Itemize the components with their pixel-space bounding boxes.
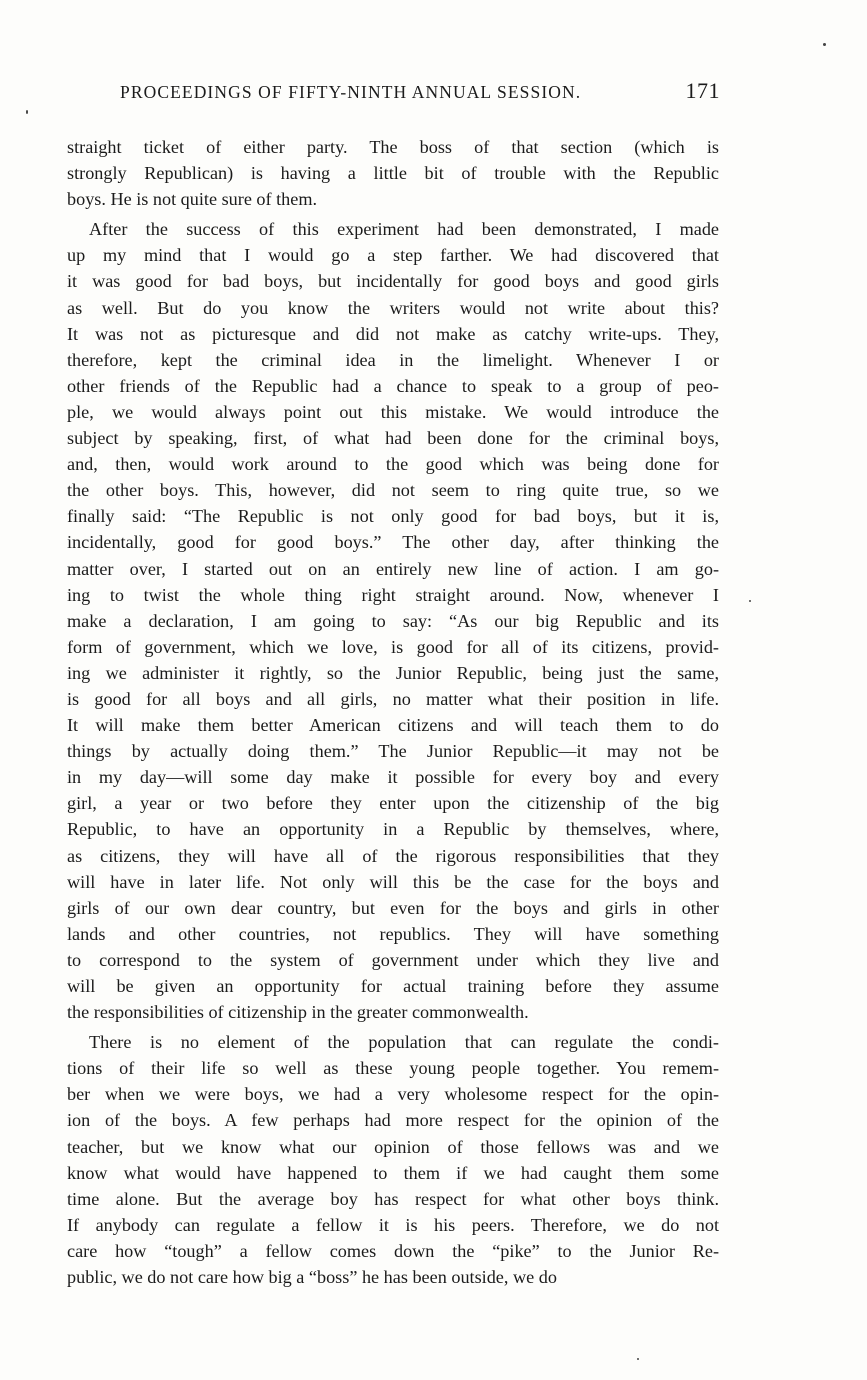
- paragraph: [67, 134, 719, 212]
- text-line: It was not as picturesque and did not make as catchy write-ups. They,: [67, 323, 719, 344]
- text-line: incidentally, good for good boys.” The other day, after thinking the: [67, 532, 719, 553]
- paragraph: [67, 216, 719, 1025]
- text-line: subject by speaking, first, of what had been done for the criminal boys,: [67, 428, 719, 449]
- text-line: girls of our own dear country, but even for the boys and girls in other: [67, 897, 719, 918]
- text-line: tions of their life so well as these young people together. You remem-: [67, 1058, 719, 1079]
- text-line: teacher, but we know what our opinion of those fellows was and we: [67, 1136, 719, 1157]
- scan-speck: [637, 1358, 639, 1360]
- text-line: finally said: “The Republic is not only good for bad boys, but it is,: [67, 506, 719, 527]
- text-line: as citizens, they will have all of the rigorous responsibilities that they: [67, 845, 719, 866]
- text-line: ion of the boys. A few perhaps had more respect for the opinion of the: [67, 1110, 719, 1131]
- text-line: will be given an opportunity for actual training before they assume: [67, 976, 719, 996]
- text-line: ber when we were boys, we had a very wholesome respect for the opin-: [67, 1084, 719, 1105]
- text-line: is good for all boys and all girls, no matter what their position in life.: [67, 688, 719, 709]
- text-line: the responsibilities of citizenship in the greater commonwealth.: [67, 1002, 529, 1023]
- text-line: straight ticket of either party. The boss of that section (which is: [67, 137, 719, 157]
- scan-speck: [749, 600, 751, 602]
- text-line: time alone. But the average boy has respect for what other boys think.: [67, 1188, 719, 1209]
- text-line: care how “tough” a fellow comes down the “pike” to the Junior Re-: [67, 1240, 719, 1261]
- text-line: public, we do not care how big a “boss” he has been outside, we do: [67, 1267, 557, 1288]
- page-number: 171: [685, 78, 720, 103]
- text-line: know what would have happened to them if we had caught them some: [67, 1162, 719, 1183]
- text-line: ing we administer it rightly, so the Junior Republic, being just the same,: [67, 662, 719, 683]
- scan-speck: [823, 43, 826, 46]
- text-line: matter over, I started out on an entirely new line of action. I am go-: [67, 558, 719, 579]
- text-line: things by actually doing them.” The Junior Republic—it may not be: [67, 741, 719, 762]
- text-line: There is no element of the population that can regulate the condi-: [89, 1032, 719, 1053]
- text-line: ple, we would always point out this mistake. We would introduce the: [67, 401, 719, 422]
- text-line: girl, a year or two before they enter upon the citizenship of the big: [67, 793, 719, 814]
- text-line: It will make them better American citizens and will teach them to do: [67, 715, 719, 736]
- text-line: make a declaration, I am going to say: “As our big Republic and its: [67, 610, 719, 631]
- body-text: [67, 134, 719, 1290]
- paragraph: [67, 1029, 719, 1290]
- text-line: and, then, would work around to the good which was being done for: [67, 454, 719, 475]
- text-line: Republic, to have an opportunity in a Republic by themselves, where,: [67, 819, 719, 840]
- text-line: it was good for bad boys, but incidentally for good boys and good girls: [67, 271, 719, 292]
- text-line: boys. He is not quite sure of them.: [67, 189, 318, 210]
- text-line: ing to twist the whole thing right straight around. Now, whenever I: [67, 584, 719, 605]
- text-line: as well. But do you know the writers would not write about this?: [67, 297, 719, 318]
- text-line: After the success of this experiment had been demonstrated, I made: [89, 219, 719, 240]
- text-line: other friends of the Republic had a chance to speak to a group of peo-: [67, 375, 719, 396]
- scan-speck: [26, 110, 28, 114]
- running-head: [120, 78, 720, 108]
- text-line: to correspond to the system of government under which they live and: [67, 949, 719, 970]
- text-line: lands and other countries, not republics. They will have something: [67, 923, 719, 944]
- text-line: up my mind that I would go a step farther. We had discovered that: [67, 245, 719, 266]
- text-line: form of government, which we love, is good for all of its citizens, provid-: [67, 636, 719, 657]
- text-line: will have in later life. Not only will this be the case for the boys and: [67, 871, 719, 892]
- text-line: the other boys. This, however, did not seem to ring quite true, so we: [67, 480, 719, 501]
- text-line: therefore, kept the criminal idea in the limelight. Whenever I or: [67, 349, 719, 370]
- running-title: PROCEEDINGS OF FIFTY-NINTH ANNUAL SESSION.: [120, 82, 582, 102]
- text-line: strongly Republican) is having a little bit of trouble with the Republic: [67, 163, 719, 184]
- text-line: in my day—will some day make it possible for every boy and every: [67, 767, 719, 788]
- text-line: If anybody can regulate a fellow it is his peers. Therefore, we do not: [67, 1214, 719, 1235]
